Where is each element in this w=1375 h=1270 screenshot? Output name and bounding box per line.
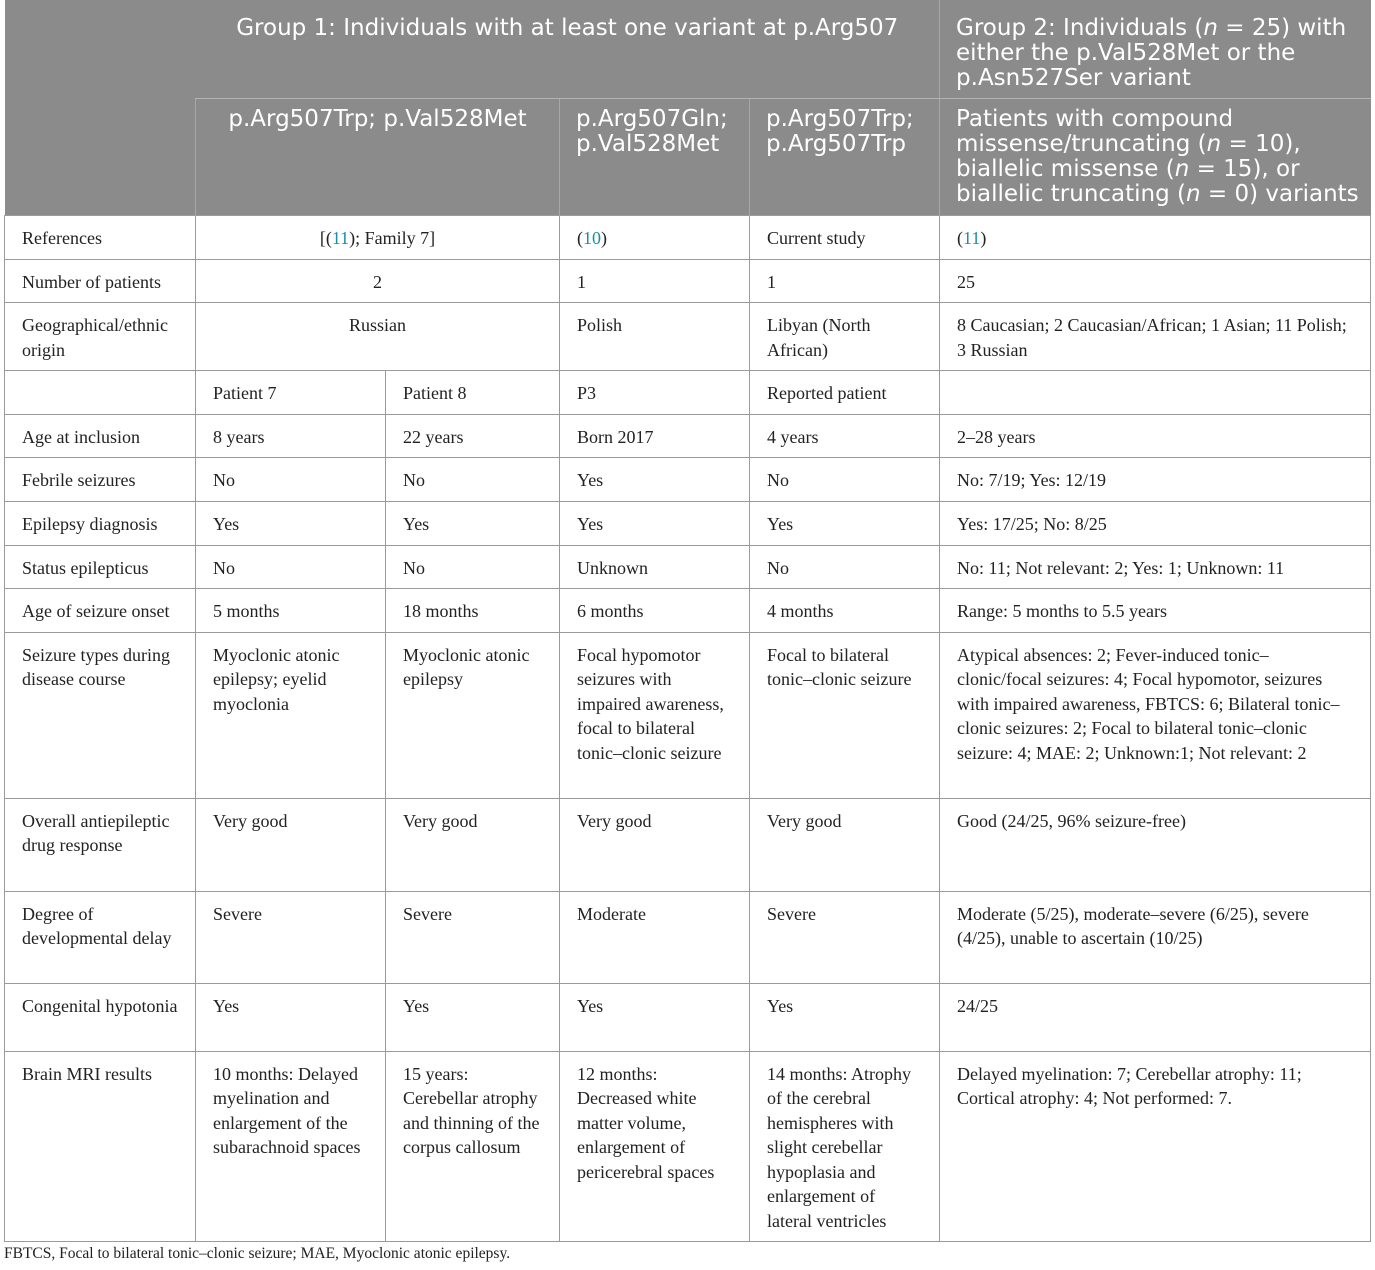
row-status-epilepticus	[5, 545, 1371, 589]
row-age-at-inclusion	[5, 414, 1371, 458]
cell: 8 years	[196, 414, 386, 458]
cell: Reported patient	[750, 371, 940, 415]
cell: Severe	[386, 891, 560, 983]
row-label: Febrile seizures	[5, 458, 196, 502]
row-label: Seizure types during disease course	[5, 632, 196, 798]
row-number-of-patients	[5, 259, 1371, 303]
cell: Moderate (5/25), moderate–severe (6/25), severe (4/25), unable to ascertain (10/25)	[940, 891, 1371, 983]
cell: No	[386, 458, 560, 502]
cell: Patient 8	[386, 371, 560, 415]
cell: Polish	[560, 303, 750, 371]
row-label: Status epilepticus	[5, 545, 196, 589]
row-febrile-seizures	[5, 458, 1371, 502]
cell: 10 months: Delayed myelination and enlargement of the subarachnoid spaces	[196, 1051, 386, 1242]
cell: Yes	[386, 983, 560, 1051]
cell: No	[750, 545, 940, 589]
cell: No	[196, 545, 386, 589]
cell: Moderate	[560, 891, 750, 983]
cell: Patient 7	[196, 371, 386, 415]
cell: Libyan (North African)	[750, 303, 940, 371]
cell: Myoclonic atonic epilepsy; eyelid myoclonia	[196, 632, 386, 798]
row-congenital-hypotonia	[5, 983, 1371, 1051]
cell: 14 months: Atrophy of the cerebral hemispheres with slight cerebellar hypoplasia and enlargement of lateral ventricles	[750, 1051, 940, 1242]
cell: Yes	[560, 501, 750, 545]
citation-link[interactable]: 11	[331, 227, 350, 248]
header-group2-description: Patients with compound missense/truncating (n = 10), biallelic missense (n = 15), or biallelic truncating (n = 0) variants	[940, 98, 1371, 215]
header-variant-arg507gln-val528met: p.Arg507Gln; p.Val528Met	[560, 98, 750, 215]
header-corner	[5, 0, 196, 215]
cell: Good (24/25, 96% seizure-free)	[940, 798, 1371, 891]
cell-p3-reference: (10)	[560, 215, 750, 259]
cell: Very good	[750, 798, 940, 891]
cell: Focal to bilateral tonic–clonic seizure	[750, 632, 940, 798]
row-age-of-seizure-onset	[5, 589, 1371, 633]
cell	[940, 371, 1371, 415]
cell: 2	[196, 259, 560, 303]
cell: 1	[750, 259, 940, 303]
cell: Very good	[386, 798, 560, 891]
cell: Severe	[750, 891, 940, 983]
cell-group1-reference: [(11); Family 7]	[196, 215, 560, 259]
row-label: Degree of developmental delay	[5, 891, 196, 983]
row-drug-response	[5, 798, 1371, 891]
cell: No	[750, 458, 940, 502]
cell: Severe	[196, 891, 386, 983]
cell: 6 months	[560, 589, 750, 633]
cell: Very good	[560, 798, 750, 891]
citation-link[interactable]: 10	[583, 227, 601, 248]
cell: 18 months	[386, 589, 560, 633]
row-label: Congenital hypotonia	[5, 983, 196, 1051]
cell: Very good	[196, 798, 386, 891]
cell: Range: 5 months to 5.5 years	[940, 589, 1371, 633]
row-epilepsy-diagnosis	[5, 501, 1371, 545]
cell: No: 7/19; Yes: 12/19	[940, 458, 1371, 502]
header-variant-arg507trp-val528met: p.Arg507Trp; p.Val528Met	[196, 98, 560, 215]
row-developmental-delay	[5, 891, 1371, 983]
row-brain-mri	[5, 1051, 1371, 1242]
cell: Russian	[196, 303, 560, 371]
cell: No	[196, 458, 386, 502]
cell: Atypical absences: 2; Fever-induced tonic–clonic/focal seizures: 4; Focal hypomotor, seizures with impaired awareness, FBTCS: 6; Bilateral tonic–clonic seizures: 2; Focal to bilateral tonic–clonic seizure: 4; MAE: 2; Unknown:1; Not relevant: 2	[940, 632, 1371, 798]
cell: No: 11; Not relevant: 2; Yes: 1; Unknown: 11	[940, 545, 1371, 589]
row-label: Age of seizure onset	[5, 589, 196, 633]
cell: P3	[560, 371, 750, 415]
cell: Yes	[196, 983, 386, 1051]
table-footnote: FBTCS, Focal to bilateral tonic–clonic seizure; MAE, Myoclonic atonic epilepsy.	[4, 1245, 511, 1262]
row-references	[5, 215, 1371, 259]
citation-link[interactable]: 11	[963, 227, 981, 248]
cell: 8 Caucasian; 2 Caucasian/African; 1 Asian; 11 Polish; 3 Russian	[940, 303, 1371, 371]
row-label	[5, 371, 196, 415]
cell: No	[386, 545, 560, 589]
cell: 1	[560, 259, 750, 303]
row-label: Age at inclusion	[5, 414, 196, 458]
row-seizure-types	[5, 632, 1371, 798]
cell: Yes	[750, 983, 940, 1051]
header-group1: Group 1: Individuals with at least one variant at p.Arg507	[196, 0, 940, 98]
cell: 12 months: Decreased white matter volume, enlargement of pericerebral spaces	[560, 1051, 750, 1242]
row-label: Overall antiepileptic drug response	[5, 798, 196, 891]
cell: 22 years	[386, 414, 560, 458]
cell: Focal hypomotor seizures with impaired awareness, focal to bilateral tonic–clonic seizure	[560, 632, 750, 798]
cell: 5 months	[196, 589, 386, 633]
cell: Yes: 17/25; No: 8/25	[940, 501, 1371, 545]
cell: Yes	[750, 501, 940, 545]
header-group2: Group 2: Individuals (n = 25) with either the p.Val528Met or the p.Asn527Ser variant	[940, 0, 1371, 98]
cell: Born 2017	[560, 414, 750, 458]
cell-group2-reference: (11)	[940, 215, 1371, 259]
cell: Yes	[386, 501, 560, 545]
cell: 4 years	[750, 414, 940, 458]
cell: Yes	[560, 983, 750, 1051]
row-patients	[5, 371, 1371, 415]
cell: 24/25	[940, 983, 1371, 1051]
row-label: References	[5, 215, 196, 259]
comparison-table	[4, 0, 1371, 1242]
cell: 15 years: Cerebellar atrophy and thinning of the corpus callosum	[386, 1051, 560, 1242]
row-label: Epilepsy diagnosis	[5, 501, 196, 545]
row-label: Number of patients	[5, 259, 196, 303]
cell: 4 months	[750, 589, 940, 633]
cell-current-reference: Current study	[750, 215, 940, 259]
row-label: Brain MRI results	[5, 1051, 196, 1242]
cell: Myoclonic atonic epilepsy	[386, 632, 560, 798]
cell: Yes	[560, 458, 750, 502]
cell: Yes	[196, 501, 386, 545]
cell: 2–28 years	[940, 414, 1371, 458]
row-origin	[5, 303, 1371, 371]
header-variant-arg507trp-arg507trp: p.Arg507Trp; p.Arg507Trp	[750, 98, 940, 215]
cell: Delayed myelination: 7; Cerebellar atrophy: 11; Cortical atrophy: 4; Not performed: 7.	[940, 1051, 1371, 1242]
cell: 25	[940, 259, 1371, 303]
row-label: Geographical/ethnic origin	[5, 303, 196, 371]
cell: Unknown	[560, 545, 750, 589]
